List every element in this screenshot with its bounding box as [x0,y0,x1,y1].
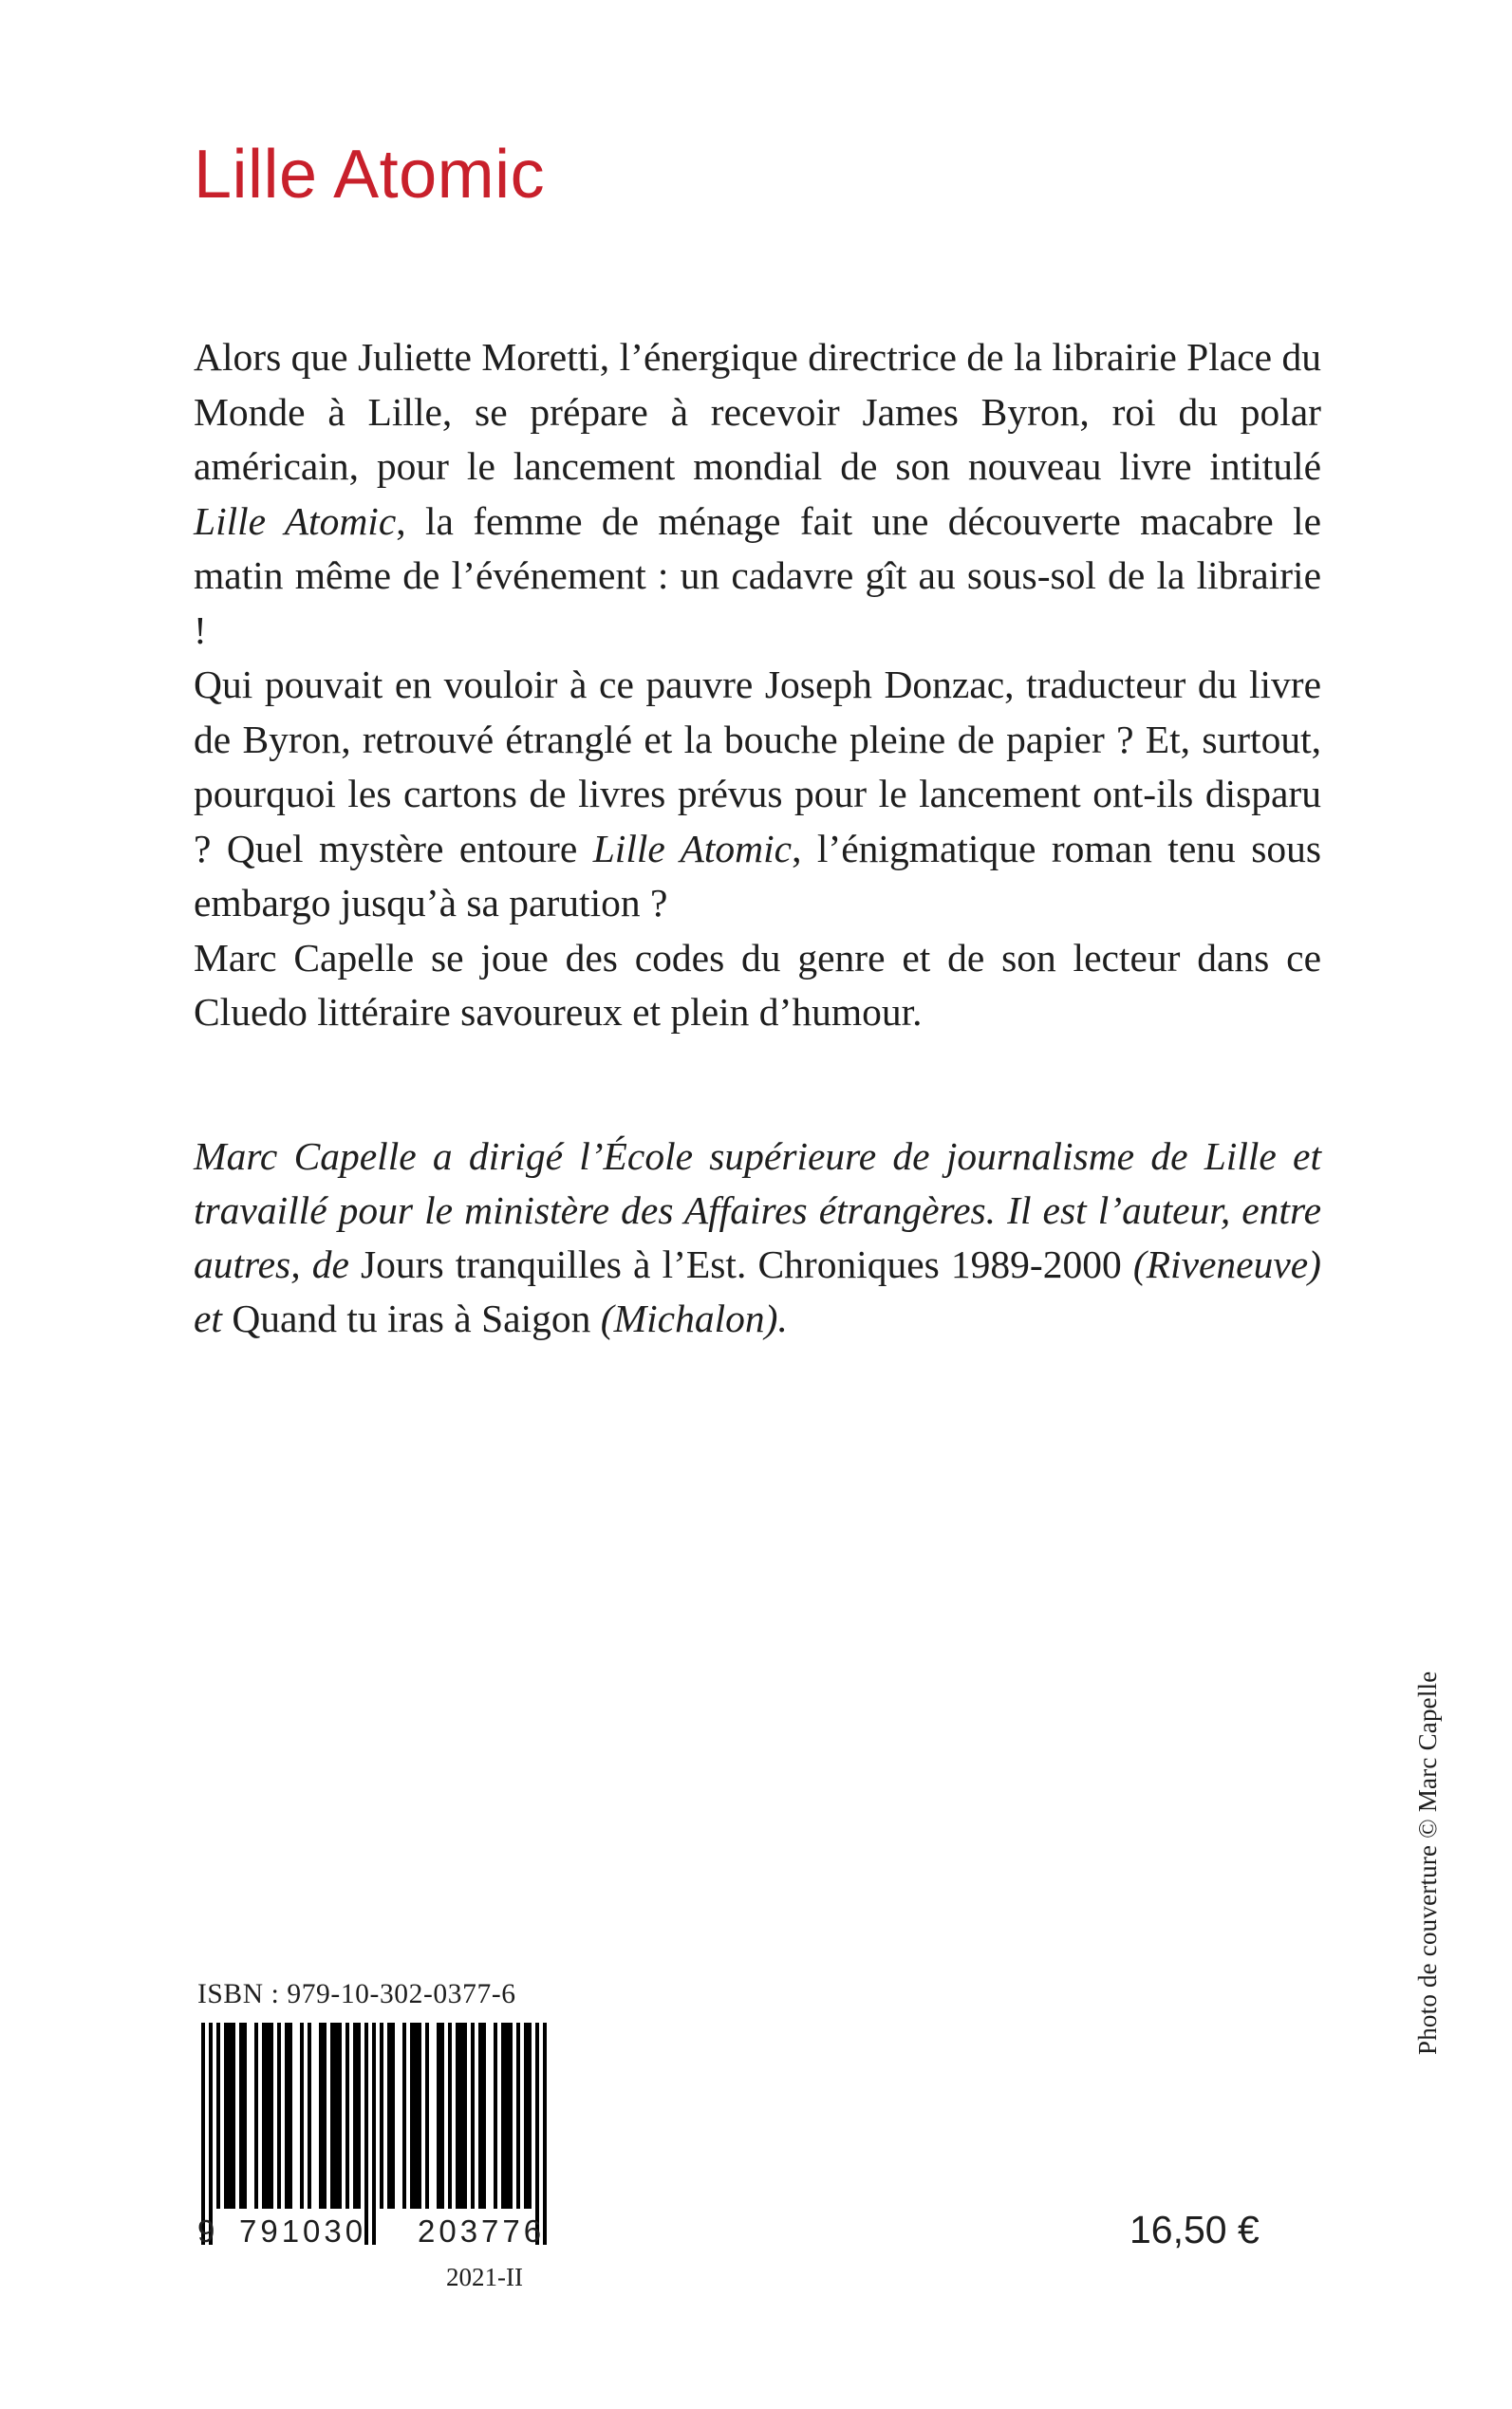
summary-paragraph: Marc Capelle se joue des codes du genre et de son lecteur dans ce Cluedo littéraire savoureux et plein d’humour. [194,935,1321,1034]
book-title-inline: Lille Atomic [194,498,397,543]
barcode-digits-left: 791030 [239,2213,367,2249]
summary-text: , l’énigmatique roman tenu sous embargo jusqu’à sa parution ? [194,826,1321,924]
barcode-digit-prefix: 9 [197,2213,215,2249]
summary-paragraph [194,330,1321,658]
barcode [201,2023,550,2245]
isbn-label: ISBN : 979-10-302-0377-6 [197,1979,516,2009]
price: 16,50 € [1129,2208,1260,2251]
summary-text: , la femme de ménage fait une découverte macabre le matin même de l’événement : un cadavre gît au sous-sol de la librairie ! [194,498,1322,652]
barcode-bars [201,2023,547,2245]
bio-publisher: (Michalon). [590,1297,788,1340]
photo-credit: Photo de couverture © Marc Capelle [1413,1671,1442,2055]
edition-code: 2021-II [446,2263,523,2291]
bio-text: Marc Capelle a dirigé l’École supérieure de journalisme de Lille et travaillé pour le ministère des Affaires étrangères. Il est l’auteur, entre autres, de [194,1134,1321,1286]
book-summary [194,330,1321,1040]
book-title: Lille Atomic [194,137,546,213]
summary-text: Alors que Juliette Moretti, l’énergique directrice de la librairie Place du Monde à Lille, se prépare à recevoir James Byron, roi du polar américain, pour le lancement mondial de son nouveau livre intitulé [194,335,1321,488]
barcode-digits-right: 203776 [418,2213,546,2249]
author-bio [194,1130,1321,1346]
book-title-inline: Lille Atomic [592,826,793,870]
bio-book-title: Jours tranquilles à l’Est. Chroniques 1989-2000 [361,1242,1122,1286]
bio-book-title: Quand tu iras à Saigon [232,1297,591,1340]
summary-text: Qui pouvait en vouloir à ce pauvre Joseph Donzac, traducteur du livre de Byron, retrouvé étranglé et la bouche pleine de papier ? Et, surtout, pourquoi les cartons de livres prévus pour le lancement ont-ils disparu ? Quel mystère entoure [194,663,1321,870]
bio-publisher: (Riveneuve) et [194,1242,1321,1340]
barcode-digits [197,2213,553,2250]
summary-paragraph [194,658,1321,931]
